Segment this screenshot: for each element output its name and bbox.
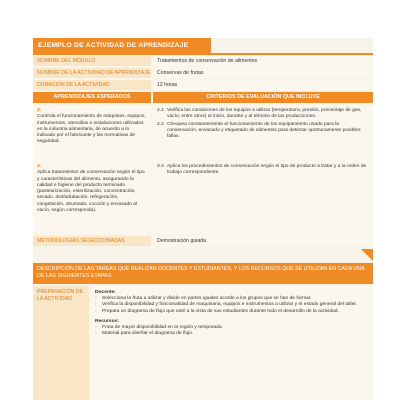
docente-title: Docente: [95,290,116,295]
corner-fold-icon [361,249,373,261]
duration-label: DURACIÓN DE LA ACTIVIDAD [33,80,151,90]
module-label: NOMBRE DEL MÓDULO [33,56,151,66]
recursos-item-1: Fruta de mayor disponibilidad en la región y temporada. [102,325,223,331]
methodology-label: METODOLOGÍAS SELECCIONADAS [33,236,151,246]
methodology-value: Demostración guiada [153,236,373,246]
criterion-number: 2.1 [157,108,164,113]
criterion-number: 3.4 [157,164,164,169]
description-header: DESCRIPCIÓN DE LAS TAREAS QUE REALIZAN DOCENTES Y ESTUDIANTES, Y LOS RECURSOS QUE SE UTILIZAN EN CADA UNA DE LAS SIGUIENTES ETAPAS: [33,263,373,284]
activity-value: Conservas de frutas [153,68,373,78]
learning-3-cell [33,161,151,234]
criterion-text: Aplica los procedimientos de conservación según el tipo de producto a tratar y a la orden de trabajo correspondiente. [167,164,367,176]
bullet-icon: › [95,308,97,314]
activity-label: NOMBRE DE LA ACTIVIDAD DE APRENDIZAJE [33,68,151,78]
bullet-icon: › [95,296,97,302]
activity-sheet [33,38,373,400]
criterion-text: Verifica las condiciones de los equipos a utilizar (temperatura, presión, porcentaje de gas, vacío, entre otros) al inicio, durante y al término de las producciones. [167,108,362,120]
criterion-number: 2.2 [157,121,164,127]
criteria-2-cell [153,105,373,159]
criterion-text: Chequea constantemente el funcionamiento de los equipamiento usado para la conservación, envasado y etiquetado de alimentos para detectar oportunamente posibles fallas. [167,121,361,140]
table-header [33,92,373,103]
duration-row [33,80,373,90]
recursos-title: Recursos: [95,318,119,324]
list-item [95,309,369,315]
duration-value: 12 horas [153,80,373,90]
recursos-item-2: Material para diseñar el diagrama de flujo. [102,331,194,337]
criteria-header: CRITERIOS DE EVALUACIÓN QUE INCLUYE [153,92,373,103]
bullet-icon: › [95,331,97,337]
sheet-title: EJEMPLO DE ACTIVIDAD DE APRENDIZAJE [33,38,211,53]
docente-item-1: Selecciona la fruta a utilizar y divide en partes iguales acorde a los grupos que se han de formar. [102,296,312,302]
module-value: Tratamientos de conservación de alimentos [153,56,373,66]
preparation-label: PREPARACIÓN DE LA ACTIVIDAD [33,286,89,400]
bullet-icon: › [95,302,97,308]
title-rule [33,53,373,55]
learning-header: APRENDIZAJES ESPERADOS [33,92,151,103]
criterion-3-4 [157,164,369,177]
learning-2-cell [33,105,151,159]
activity-row [33,68,373,78]
learning-2-number: 2. [37,108,42,113]
module-row [33,56,373,66]
criterion-2-1 [157,108,369,121]
preparation-content [91,286,373,400]
learning-2-text: Controla el funcionamiento de máquinas, equipos, instrumentos, utensilios e instalaciones utilizados en la industria alimentaria, de acuerdo a lo indicado por el fabricante y las normativas de seguridad. [37,114,146,145]
docente-item-3: Prepara un diagrama de flujo que esté a la vista de sus estudiantes durante todo el desarrollo de la actividad. [102,308,339,314]
learning-3-text: Aplica tratamientos de conservación según el tipo y características del alimento, asegurando la calidad e higiene del producto terminado (pasteurización, esterilización, concentración, secado, deshidratación, refrigeración, congelación, ahumado, cocción y envasado al vacío, según corresponda). [37,170,145,214]
criterion-2-2 [157,122,369,141]
bullet-icon: › [95,325,97,331]
methodology-row [33,236,373,246]
docente-item-2: Verifica la disponibilidad y funcionalidad de maquinaria, equipos e instrumentos a utilizar y el estado general del taller. [102,302,358,308]
learning-3-number: 3. [37,164,42,169]
criteria-3-cell [153,161,373,234]
list-item [95,331,369,337]
